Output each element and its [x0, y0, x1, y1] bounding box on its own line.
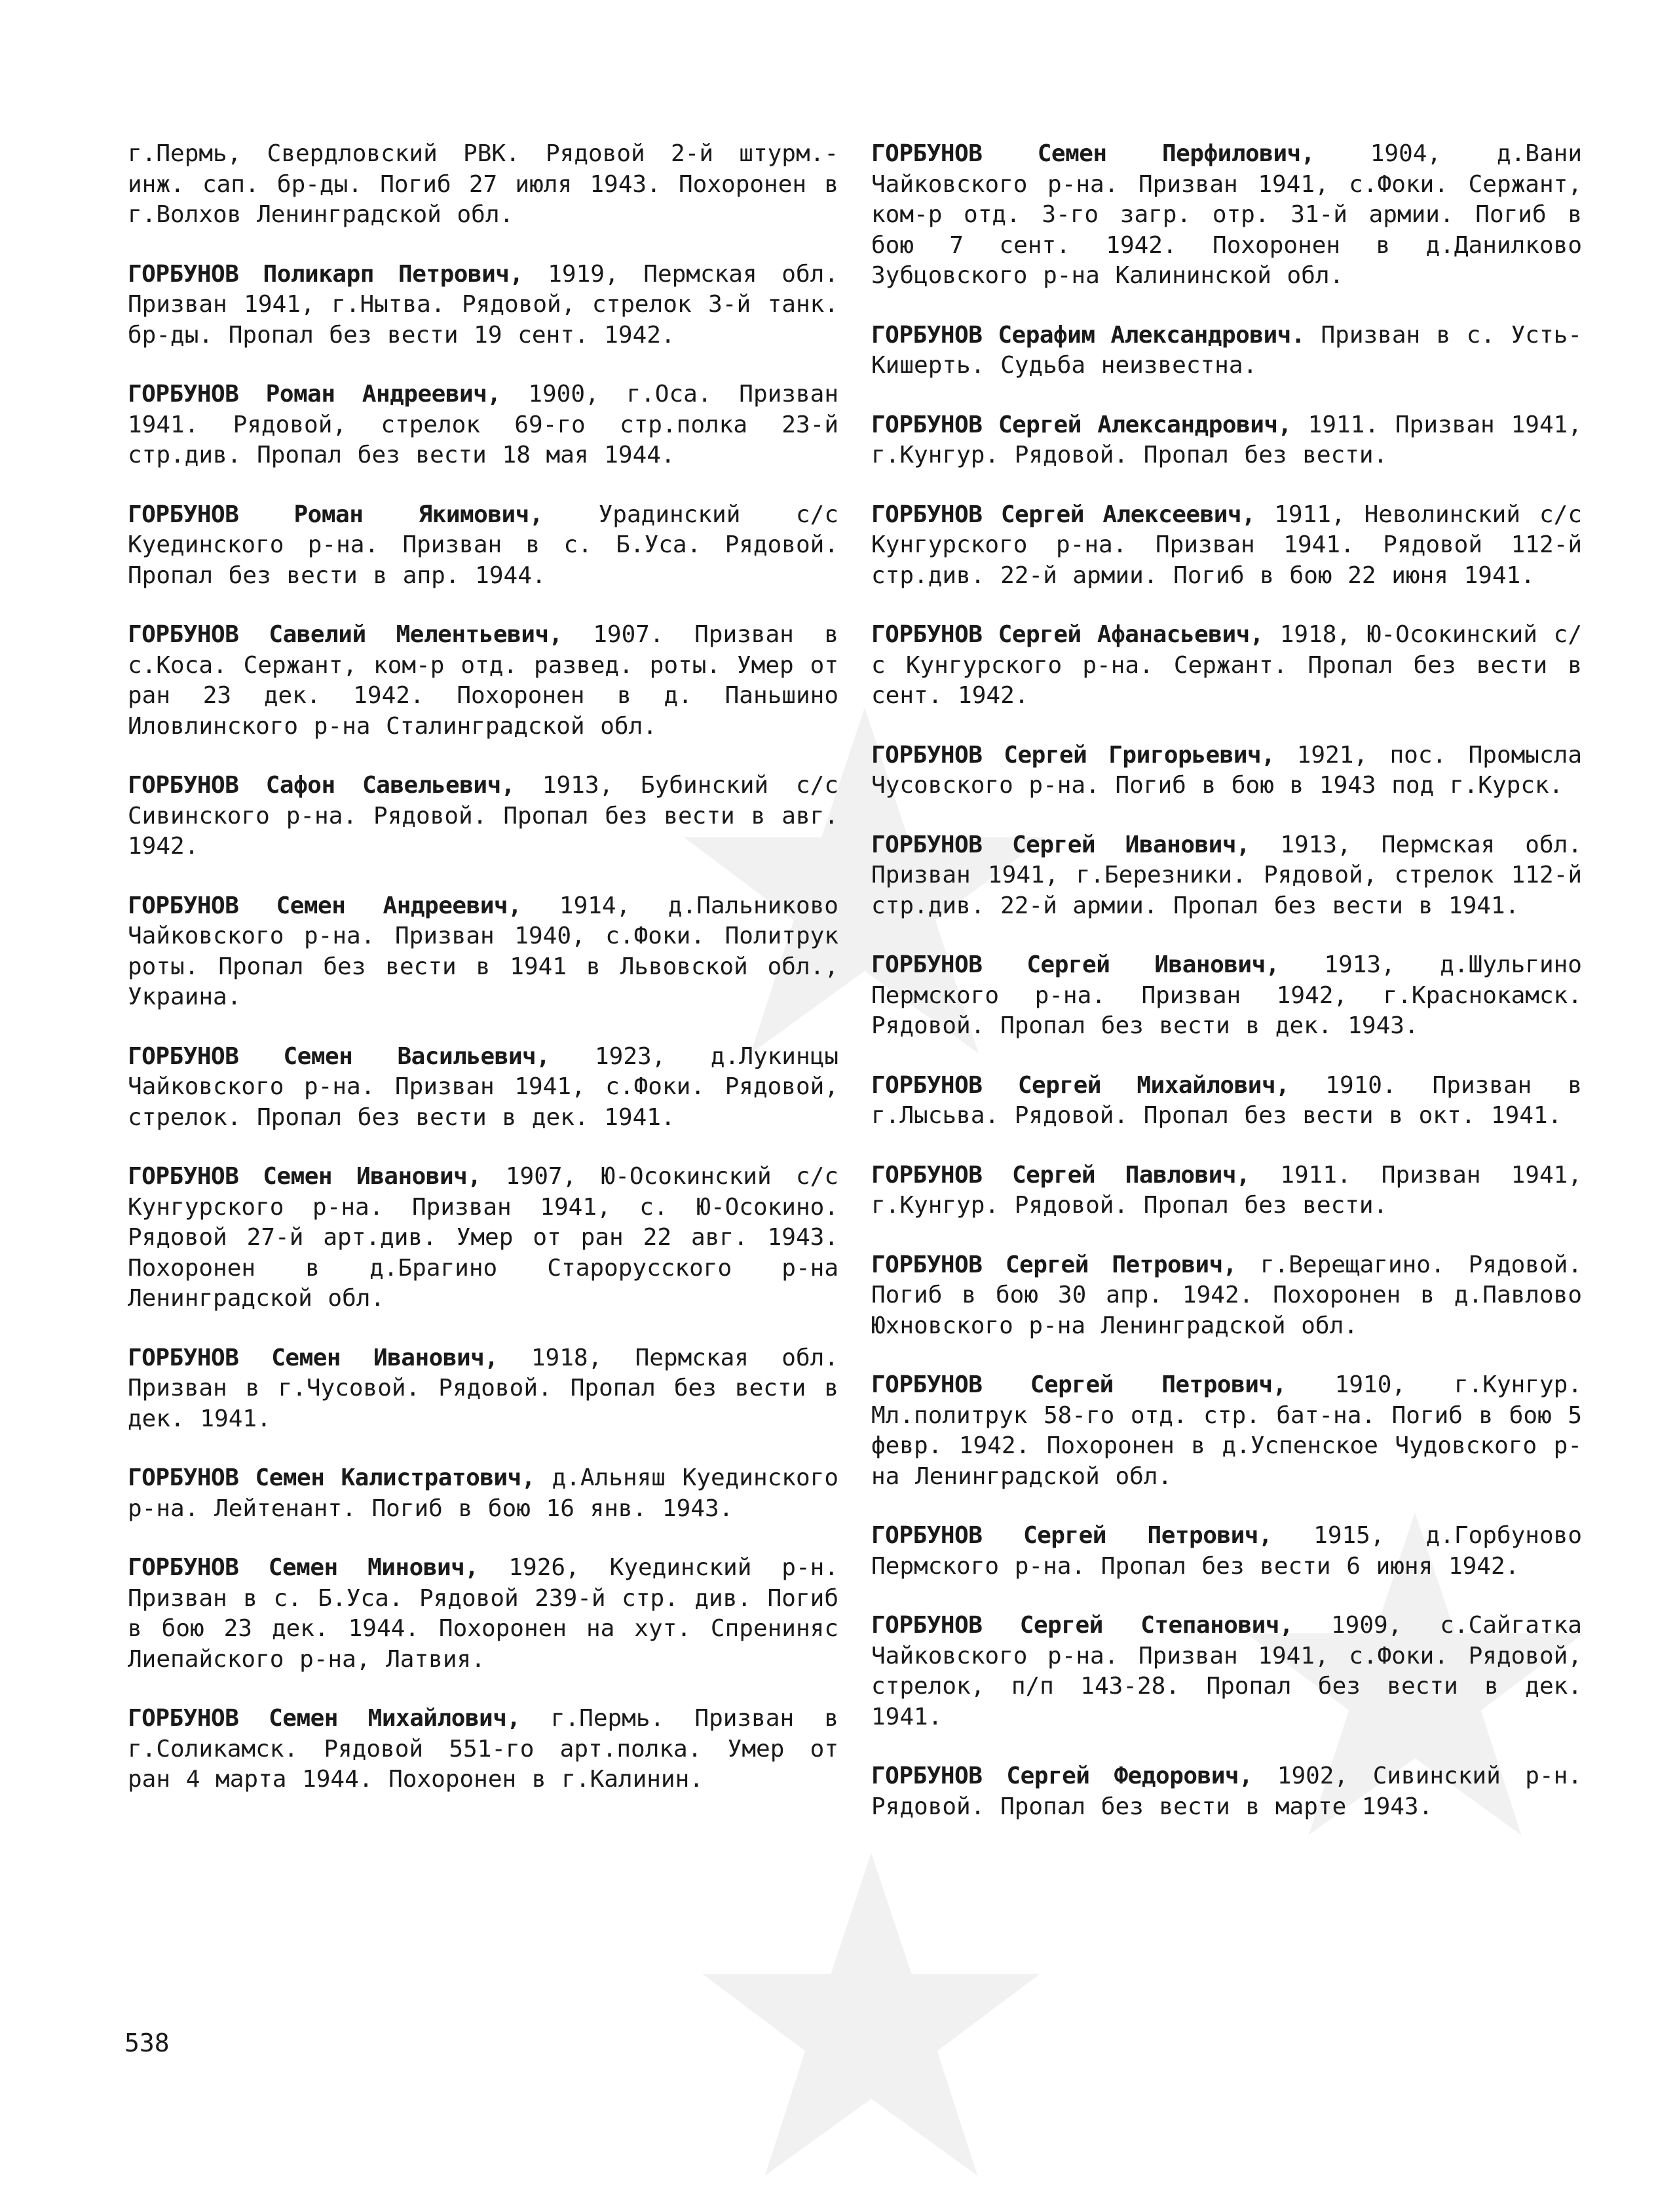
entry [871, 830, 1582, 922]
entry [128, 771, 838, 862]
entry-name: ГОРБУНОВ Роман Якимович, [128, 501, 544, 528]
entry-text: 1919, Пермская обл. Призван 1941, г.Нытва. Рядовой, стрелок 3-й танк. бр-ды. Пропал без вести 19 сент. 1942. [128, 260, 838, 349]
entry-name: ГОРБУНОВ Сергей Степанович, [871, 1612, 1294, 1639]
entry-name: ГОРБУНОВ Сергей Михайлович, [871, 1071, 1290, 1099]
page-number: 538 [124, 2029, 170, 2057]
entry [871, 620, 1582, 712]
entry [871, 1071, 1582, 1132]
entry-name: ГОРБУНОВ Сергей Павлович, [871, 1161, 1251, 1189]
entry-text: 1909, с.Сайгатка Чайковского р-на. Призван 1941, с.Фоки. Рядовой, стрелок, п/п 143-28. Пропал без вести в дек. 1941. [871, 1612, 1582, 1730]
entry-name: ГОРБУНОВ Сергей Григорьевич, [871, 741, 1275, 769]
entry-text: Призван в с. Усть-Кишерть. Судьба неизвестна. [871, 321, 1583, 379]
entry [871, 1250, 1582, 1342]
entry [128, 139, 838, 231]
entry [128, 1553, 838, 1675]
entry [871, 1611, 1582, 1732]
right-column [871, 139, 1582, 1851]
entry-name: ГОРБУНОВ Серафим Александрович. [871, 321, 1305, 349]
entry-text: г.Верещагино. Рядовой. Погиб в бою 30 апр. 1942. Похоронен в д.Павлово Юхновского р-на Ленинградской обл. [871, 1251, 1582, 1339]
entry-text: 1911. Призван 1941, г.Кунгур. Рядовой. Пропал без вести. [871, 411, 1582, 468]
entry [871, 1160, 1582, 1221]
entry-name: ГОРБУНОВ Семен Калистратович, [128, 1464, 535, 1491]
entry-text: 1907. Призван в с.Коса. Сержант, ком-р отд. развед. роты. Умер от ран 23 дек. 1942. Похоронен в д. Паньшино Иловлинского р-на Сталинградской обл. [128, 621, 839, 740]
entry-text: 1913, д.Шульгино Пермского р-на. Призван 1942, г.Краснокамск. Рядовой. Пропал без вести в дек. 1943. [871, 951, 1582, 1039]
entry [128, 259, 838, 351]
entry-name: ГОРБУНОВ Савелий Мелентьевич, [128, 621, 563, 648]
entry-name: ГОРБУНОВ Семен Иванович, [128, 1163, 481, 1190]
entry-text: 1923, д.Лукинцы Чайковского р-на. Призван 1941, с.Фоки. Рядовой, стрелок. Пропал без вести в дек. 1941. [128, 1042, 838, 1131]
entry-name: ГОРБУНОВ Сергей Федорович, [871, 1763, 1253, 1789]
entry-text: 1910. Призван в г.Лысьва. Рядовой. Пропал без вести в окт. 1941. [871, 1071, 1583, 1129]
left-column [128, 139, 838, 1824]
entry-name: ГОРБУНОВ Сергей Иванович, [871, 831, 1251, 858]
entry-text: 1902, Сивинский р-н. Рядовой. Пропал без вести в марте 1943. [871, 1763, 1582, 1820]
entry-text: 1918, Ю-Осокинский с/с Кунгурского р-на. Сержант. Пропал без вести в сент. 1942. [871, 621, 1583, 709]
entry-text: г.Пермь. Призван в г.Соликамск. Рядовой 551-го арт.полка. Умер от ран 4 марта 1944. Похоронен в г.Калинин. [128, 1705, 838, 1793]
entry [871, 740, 1582, 801]
entry-text: 1910, г.Кунгур. Мл.политрук 58-го отд. стр. бат-на. Погиб в бою 5 февр. 1942. Похоронен в д.Успенское Чудовского р-на Ленинградской обл. [871, 1371, 1582, 1490]
entry-name: ГОРБУНОВ Семен Минович, [128, 1554, 479, 1581]
entry-text: 1915, д.Горбуново Пермского р-на. Пропал без вести 6 июня 1942. [871, 1522, 1582, 1580]
entry-name: ГОРБУНОВ Сергей Петрович, [871, 1251, 1237, 1278]
entry-name: ГОРБУНОВ Сергей Александрович, [871, 411, 1292, 438]
entry-text: д.Альняш Куединского р-на. Лейтенант. Погиб в бою 16 янв. 1943. [128, 1464, 839, 1522]
entry-text: 1907, Ю-Осокинский с/с Кунгурского р-на. Призван 1941, с. Ю-Осокино. Рядовой 27-й арт.див. Умер от ран 22 авг. 1943. Похоронен в д.Брагино Старорусского р-на Ленинградской обл. [128, 1163, 839, 1312]
entry-name: ГОРБУНОВ Сергей Петрович, [871, 1522, 1273, 1549]
entry-text: Урадинский с/с Куединского р-на. Призван в с. Б.Уса. Рядовой. Пропал без вести в апр. 1944. [128, 501, 838, 589]
entry-text: г.Пермь, Свердловский РВК. Рядовой 2-й штурм.-инж. сап. бр-ды. Погиб 27 июля 1943. Похоронен в г.Волхов Ленинградской обл. [128, 140, 838, 228]
entry [871, 1521, 1582, 1582]
entry-text: 1918, Пермская обл. Призван в г.Чусовой. Рядовой. Пропал без вести в дек. 1941. [128, 1344, 838, 1432]
entry [128, 620, 838, 742]
entry [871, 500, 1582, 592]
entry-name: ГОРБУНОВ Сергей Петрович, [871, 1371, 1287, 1398]
entry [128, 1704, 838, 1795]
entry [128, 1042, 838, 1134]
entry-name: ГОРБУНОВ Сергей Афанасьевич, [871, 621, 1264, 648]
entry [871, 950, 1582, 1042]
entry-name: ГОРБУНОВ Семен Андреевич, [128, 892, 522, 919]
entry-name: ГОРБУНОВ Поликарп Петрович, [128, 260, 523, 288]
entry-text: 1900, г.Оса. Призван 1941. Рядовой, стрелок 69-го стр.полка 23-й стр.див. Пропал без вести 18 мая 1944. [128, 381, 838, 468]
entry-name: ГОРБУНОВ Сергей Иванович, [871, 951, 1279, 978]
entry-text: 1926, Куединский р-н. Призван в с. Б.Уса. Рядовой 239-й стр. див. Погиб в бою 23 дек. 1944. Похоронен на хут. Спрениняс Лиепайского р-на, Латвия. [128, 1554, 838, 1673]
star-watermark-icon [688, 1835, 1055, 2202]
entry-name: ГОРБУНОВ Семен Перфилович, [871, 140, 1315, 167]
entry [128, 1343, 838, 1435]
entry-name: ГОРБУНОВ Сергей Алексеевич, [871, 501, 1256, 528]
entry-text: 1911, Неволинский с/с Кунгурского р-на. Призван 1941. Рядовой 112-й стр.див. 22-й армии. Погиб в бою 22 июня 1941. [871, 501, 1582, 589]
entry [128, 1463, 838, 1524]
entry-name: ГОРБУНОВ Семен Михайлович, [128, 1705, 521, 1732]
entry-text: 1904, д.Вани Чайковского р-на. Призван 1941, с.Фоки. Сержант, ком-р отд. 3-го загр. отр. 31-й армии. Погиб в бою 7 сент. 1942. Похоронен в д.Данилково Зубцовского р-на Калининской обл. [871, 140, 1582, 289]
entry-name: ГОРБУНОВ Сафон Савельевич, [128, 772, 515, 799]
entry-name: ГОРБУНОВ Роман Андреевич, [128, 381, 501, 408]
entry-text: 1913, Пермская обл. Призван 1941, г.Березники. Рядовой, стрелок 112-й стр.див. 22-й армии. Пропал без вести в 1941. [871, 831, 1582, 919]
entry-text: 1913, Бубинский с/с Сивинского р-на. Рядовой. Пропал без вести в авг. 1942. [128, 772, 838, 860]
entry [871, 1370, 1582, 1492]
entry-name: ГОРБУНОВ Семен Васильевич, [128, 1042, 550, 1070]
entry [128, 379, 838, 471]
entry-text: 1921, пос. Промысла Чусовского р-на. Погиб в бою в 1943 под г.Курск. [871, 741, 1582, 799]
entry [128, 500, 838, 592]
entry-name: ГОРБУНОВ Семен Иванович, [128, 1344, 499, 1371]
entry [871, 320, 1582, 381]
entry [871, 1761, 1582, 1822]
entry [871, 410, 1582, 471]
entry [871, 139, 1582, 292]
entry [128, 1162, 838, 1314]
entry [128, 891, 838, 1013]
entry-text: 1914, д.Пальниково Чайковского р-на. Призван 1940, с.Фоки. Политрук роты. Пропал без вести в 1941 в Львовской обл., Украина. [128, 892, 838, 1010]
entry-text: 1911. Призван 1941, г.Кунгур. Рядовой. Пропал без вести. [871, 1161, 1582, 1219]
